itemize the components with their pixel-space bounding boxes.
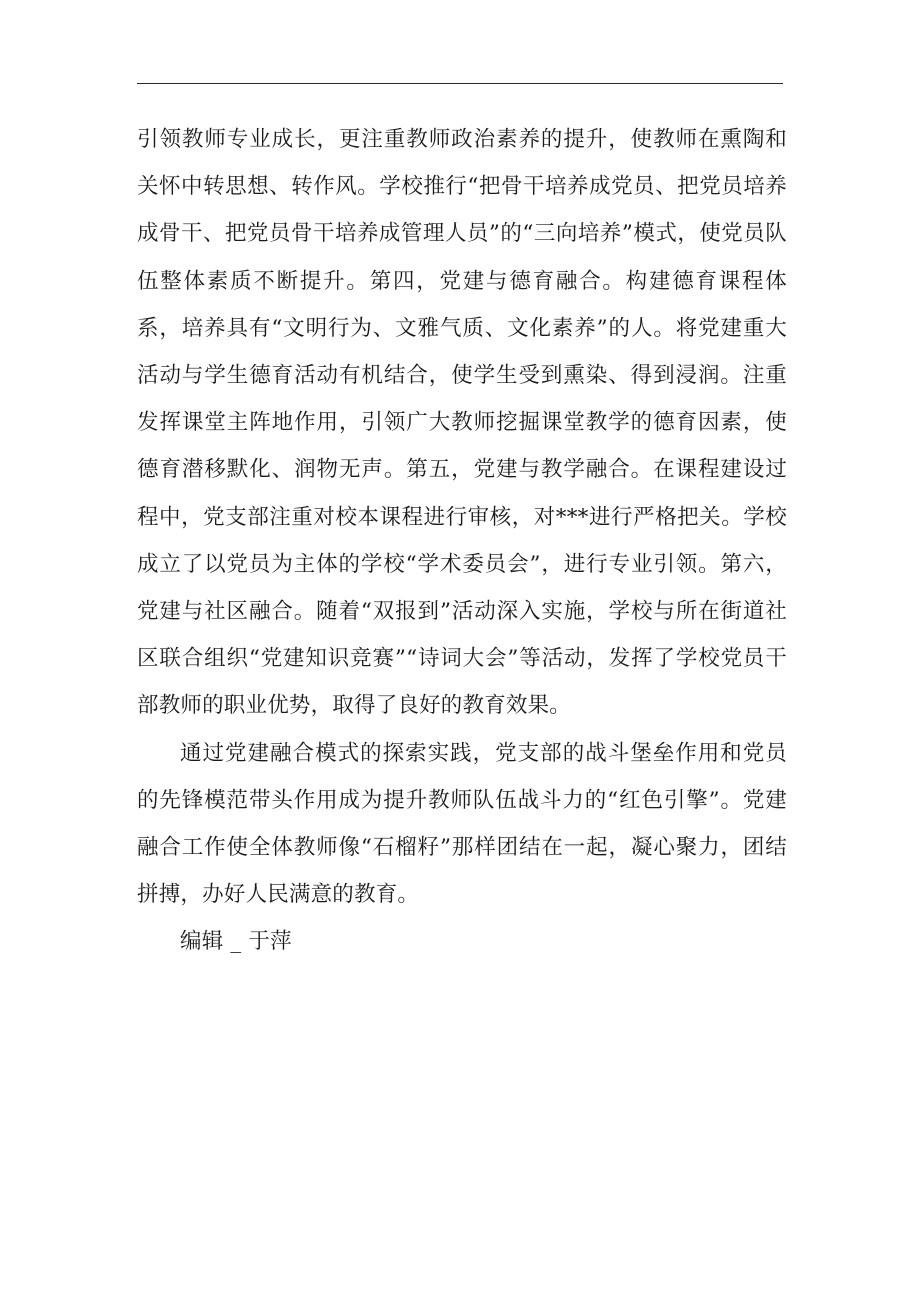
header-rule <box>137 83 783 84</box>
body-paragraph-conclusion: 通过党建融合模式的探索实践，党支部的战斗堡垒作用和党员的先锋模范带头作用成为提升教师队伍战斗力的“红色引擎”。党建融合工作使全体教师像“石榴籽”那样团结在一起，凝心聚力，团结拼搏，办好人民满意的教育。 <box>137 740 787 908</box>
editor-credit: 编辑 _ 于萍 <box>180 929 292 955</box>
body-paragraph-continued: 引领教师专业成长，更注重教师政治素养的提升，使教师在熏陶和关怀中转思想、转作风。学校推行“把骨干培养成党员、把党员培养成骨干、把党员骨干培养成管理人员”的“三向培养”模式，使党员队伍整体素质不断提升。第四，党建与德育融合。构建德育课程体系，培养具有“文明行为、文雅气质、文化素养”的人。将党建重大活动与学生德育活动有机结合，使学生受到熏染、得到浸润。注重发挥课堂主阵地作用，引领广大教师挖掘课堂教学的德育因素，使德育潜移默化、润物无声。第五，党建与教学融合。在课程建设过程中，党支部注重对校本课程进行审核，对***进行严格把关。学校成立了以党员为主体的学校“学术委员会”，进行专业引领。第六，党建与社区融合。随着“双报到”活动深入实施，学校与所在街道社区联合组织“党建知识竞赛”“诗词大会”等活动，发挥了学校党员干部教师的职业优势，取得了良好的教育效果。 <box>137 127 787 719</box>
document-body <box>137 116 787 966</box>
